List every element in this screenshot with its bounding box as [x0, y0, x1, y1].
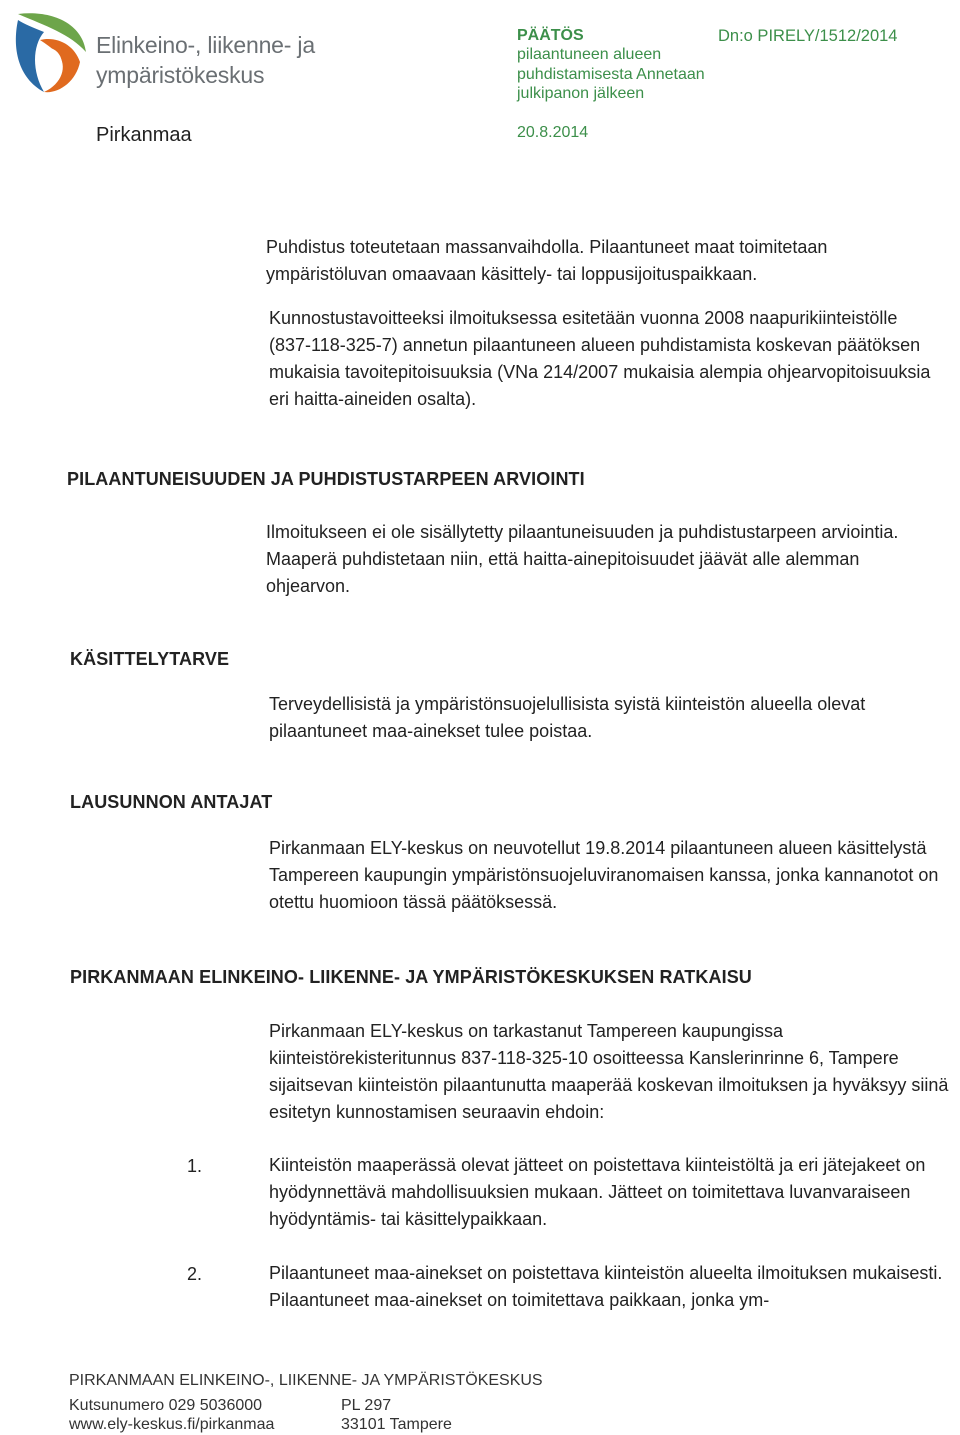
footer-organization: PIRKANMAAN ELINKEINO-, LIIKENNE- JA YMPÄRISTÖKESKUS	[69, 1372, 543, 1389]
document-subtitle: pilaantuneen alueen puhdistamisesta Annetaan julkipanon jälkeen	[517, 46, 705, 102]
list-item-text: Pilaantuneet maa-ainekset on poistettava kiinteistön alueelta ilmoituksen mukaisesti. Pilaantuneet maa-ainekset on toimitettava paikkaan, jonka ym-	[269, 1263, 943, 1310]
paragraph-treatment-need: Terveydellisistä ja ympäristönsuojelullisista syistä kiinteistön alueella olevat pilaantuneet maa-ainekset tulee poistaa.	[269, 694, 866, 741]
footer-website[interactable]: www.ely-keskus.fi/pirkanmaa	[69, 1416, 275, 1433]
document-number: Dn:o PIRELY/1512/2014	[718, 27, 898, 45]
footer-po-box: PL 297	[341, 1397, 392, 1414]
heading-statement-givers: LAUSUNNON ANTAJAT	[70, 792, 273, 812]
heading-contamination-assessment: PILAANTUNEISUUDEN JA PUHDISTUSTARPEEN ARVIOINTI	[67, 469, 585, 489]
org-line-2: ympäristökeskus	[96, 62, 265, 88]
list-item-number: 2.	[187, 1264, 203, 1284]
paragraph-cleanup-method: Puhdistus toteutetaan massanvaihdolla. Pilaantuneet maat toimitetaan ympäristöluvan omaavaan käsittely- tai loppusijoituspaikkaan.	[266, 237, 828, 284]
footer-postal: 33101 Tampere	[341, 1416, 452, 1433]
document-type: PÄÄTÖS	[517, 27, 584, 44]
heading-decision: PIRKANMAAN ELINKEINO- LIIKENNE- JA YMPÄRISTÖKESKUKSEN RATKAISU	[70, 967, 752, 987]
region-name: Pirkanmaa	[96, 124, 192, 146]
org-line-1: Elinkeino-, liikenne- ja	[96, 32, 315, 58]
paragraph-statement-givers: Pirkanmaan ELY-keskus on neuvotellut 19.8.2014 pilaantuneen alueen käsittelystä Tampereen kaupungin ympäristönsuojeluviranomaisen kanssa, jonka kannanotot on otettu huomioon tässä päätöksessä.	[269, 838, 939, 912]
document-date: 20.8.2014	[517, 124, 589, 141]
heading-treatment-need: KÄSITTELYTARVE	[70, 649, 230, 669]
organization-name	[96, 30, 315, 90]
list-item-number: 1.	[187, 1156, 203, 1176]
paragraph-remediation-target: Kunnostustavoitteeksi ilmoituksessa esitetään vuonna 2008 naapurikiinteistölle (837-118-325-7) annetun pilaantuneen alueen puhdistamista koskevan päätöksen mukaisia tavoitepitoisuuksia (VNa 214/2007 mukaisia alempia ohjearvopitoisuuksia eri haitta-aineiden osalta).	[269, 308, 931, 409]
footer-phone: Kutsunumero 029 5036000	[69, 1397, 263, 1414]
ely-logo-icon	[10, 8, 90, 94]
paragraph-assessment: Ilmoitukseen ei ole sisällytetty pilaantuneisuuden ja puhdistustarpeen arviointia. Maaperä puhdistetaan niin, että haitta-ainepitoisuudet jäävät alle alemman ohjearvon.	[266, 522, 899, 596]
list-item-text: Kiinteistön maaperässä olevat jätteet on poistettava kiinteistöltä ja eri jätejakeet on hyödynnettävä mahdollisuuksien mukaan. Jätteet on toimitettava luvanvaraiseen hyödyntämis- tai käsittelypaikkaan.	[269, 1155, 926, 1229]
paragraph-decision: Pirkanmaan ELY-keskus on tarkastanut Tampereen kaupungissa kiinteistörekisteritunnus 837-118-325-10 osoitteessa Kanslerinrinne 6, Tampere sijaitsevan kiinteistön pilaantunutta maaperää koskevan ilmoituksen ja hyväksyy siinä esitetyn kunnostamisen seuraavin ehdoin:	[269, 1021, 949, 1122]
